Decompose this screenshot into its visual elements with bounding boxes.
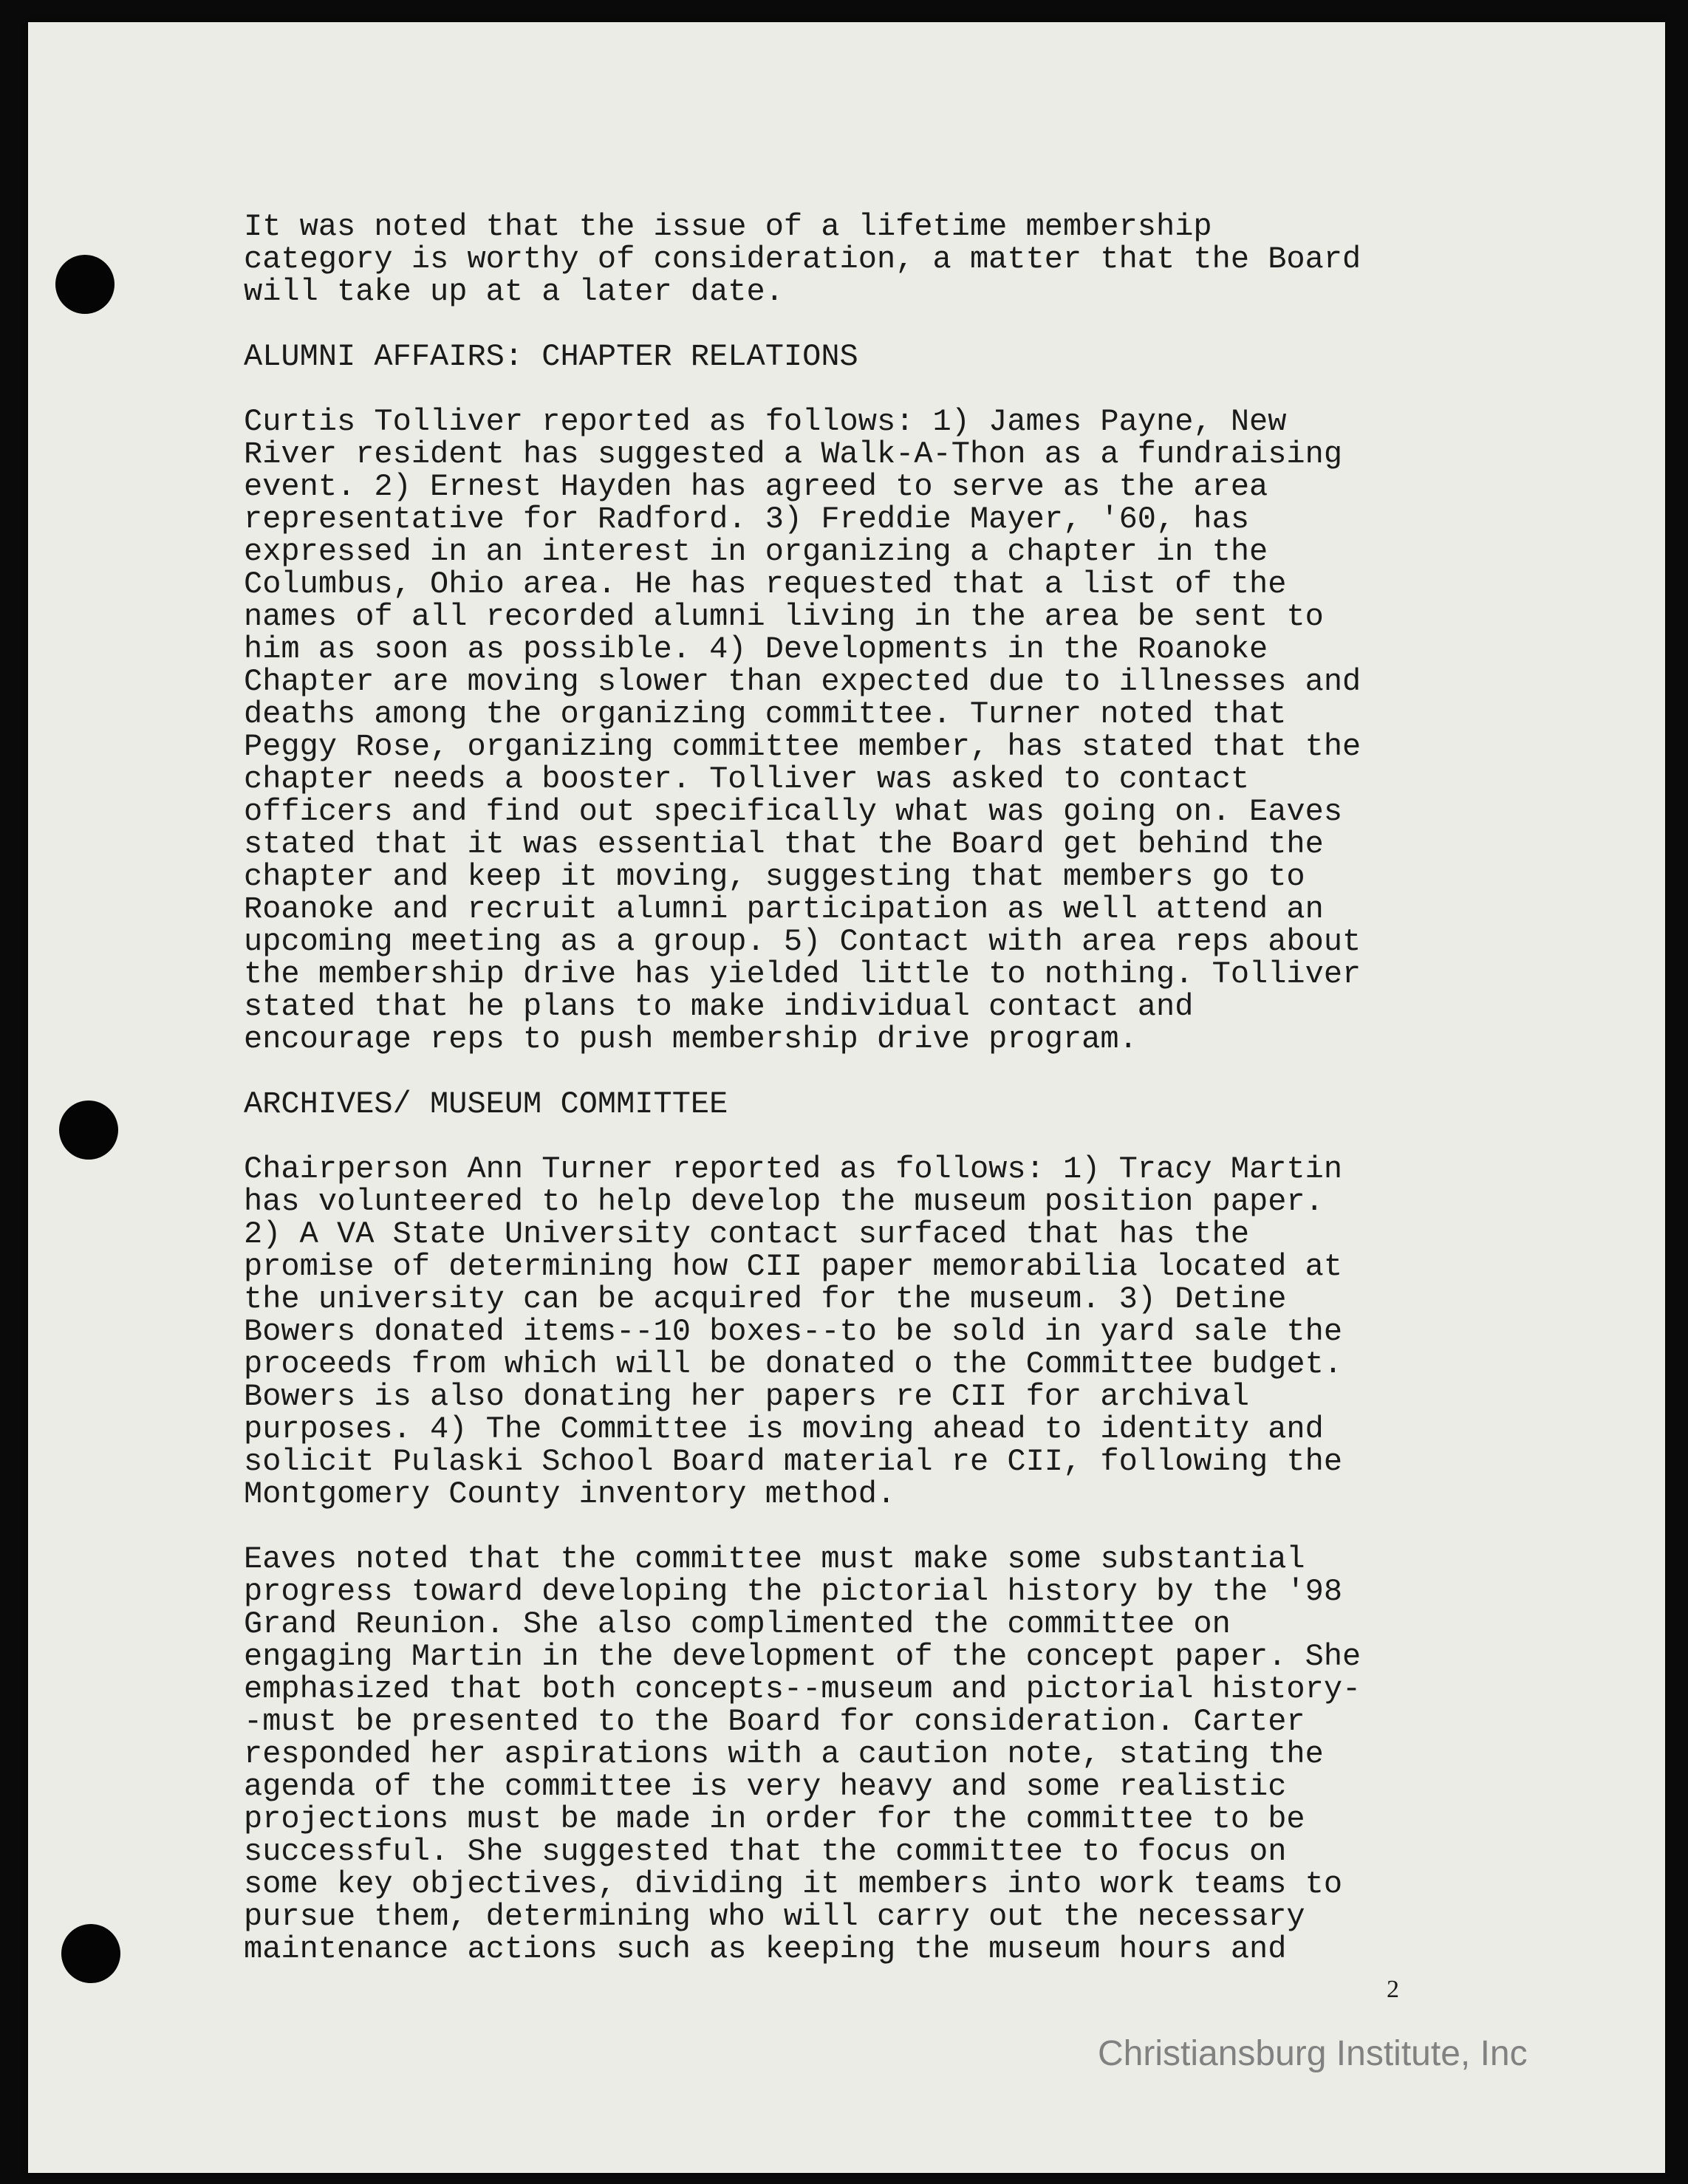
paragraph-archives-report: Chairperson Ann Turner reported as follows: 1) Tracy Martin has volunteered to help develop the museum position paper. 2) A VA State University contact surfaced that has the promise of determining how CII paper memorabilia located at the university can be acquired for the museum. 3) Detine Bowers donated items--10 boxes--to be sold in yard sale the proceeds from which will be donated o the Committee budget. Bowers is also donating her papers re CII for archival purposes. 4) The Committee is moving ahead to identity and solicit Pulaski School Board material re CII, following the Montgomery County inventory method.: [244, 1151, 1343, 1512]
paragraph-lifetime-membership: It was noted that the issue of a lifetime membership category is worthy of consideration, a matter that the Board will take up at a later date.: [244, 209, 1361, 309]
watermark: Christiansburg Institute, Inc: [1098, 2034, 1528, 2073]
heading-alumni-affairs: ALUMNI AFFAIRS: CHAPTER RELATIONS: [244, 339, 858, 374]
document-body: [244, 210, 1514, 1998]
paragraph-chapter-relations: Curtis Tolliver reported as follows: 1) James Payne, New River resident has suggested a Walk-A-Thon as a fundraising event. 2) Ernest Hayden has agreed to serve as the area representative for Radford. 3) Freddie Mayer, '60, has expressed in an interest in organizing a chapter in the Columbus, Ohio area. He has requested that a list of the names of all recorded alumni living in the area be sent to him as soon as possible. 4) Developments in the Roanoke Chapter are moving slower than expected due to illnesses and deaths among the organizing committee. Turner noted that Peggy Rose, organizing committee member, has stated that the chapter needs a booster. Tolliver was asked to contact officers and find out specifically what was going on. Eaves stated that it was essential that the Board get behind the chapter and keep it moving, suggesting that members go to Roanoke and recruit alumni participation as well attend an upcoming meeting as a group. 5) Contact with area reps about the membership drive has yielded little to nothing. Tolliver stated that he plans to make individual contact and encourage reps to push membership drive program.: [244, 404, 1361, 1057]
binder-hole-middle: [59, 1100, 118, 1160]
heading-archives-museum: ARCHIVES/ MUSEUM COMMITTEE: [244, 1086, 728, 1122]
paragraph-eaves-notes: Eaves noted that the committee must make some substantial progress toward developing the pictorial history by the '98 Grand Reunion. She also complimented the committee on engaging Martin in the development of the concept paper. She emphasized that both concepts--museum and pictorial history- -must be presented to the Board for consideration. Carter responded her aspirations with a caution note, stating the agenda of the committee is very heavy and some realistic projections must be made in order for the committee to be successful. She suggested that the committee to focus on some key objectives, dividing it members into work teams to pursue them, determining who will carry out the necessary maintenance actions such as keeping the museum hours and: [244, 1541, 1361, 1967]
page-number: 2: [1387, 1976, 1399, 2003]
binder-hole-top: [55, 255, 115, 314]
binder-hole-bottom: [61, 1924, 120, 1983]
